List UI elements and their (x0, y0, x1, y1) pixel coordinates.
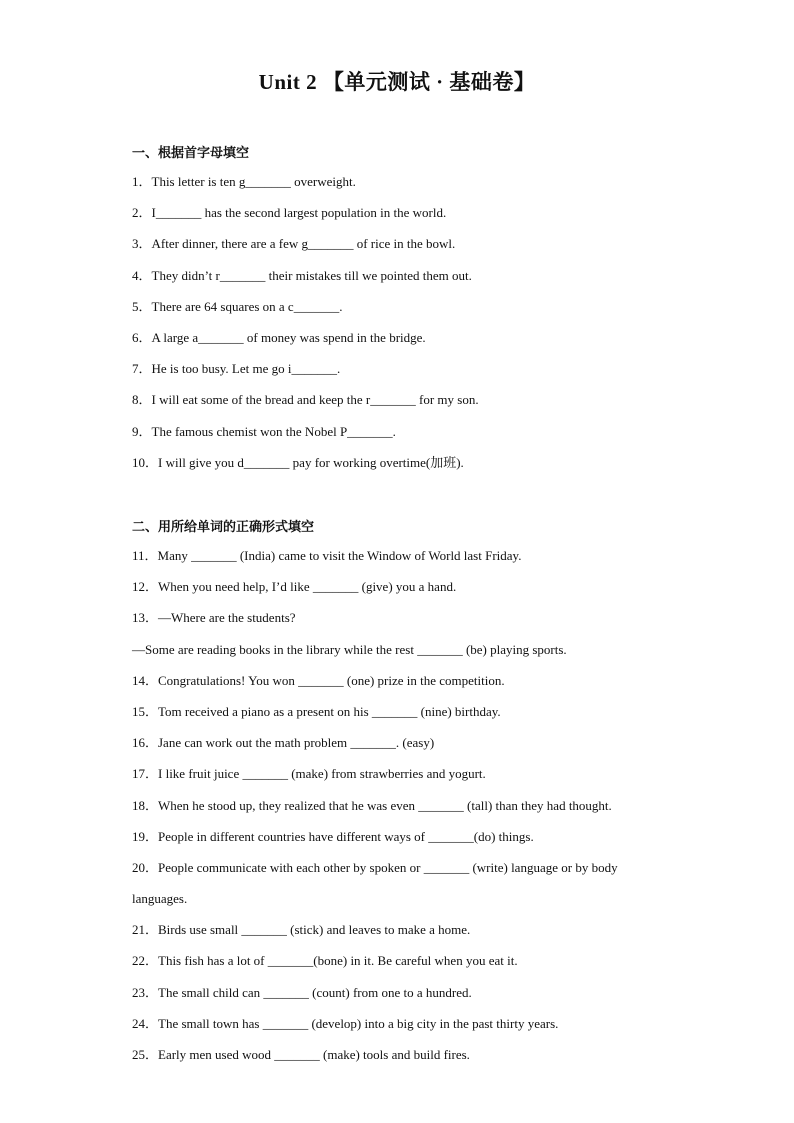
question-item: 21．Birds use small _______ (stick) and leaves to make a home. (132, 922, 471, 938)
section-word-form-fill (132, 514, 692, 1070)
question-item: 18．When he stood up, they realized that he was even _______ (tall) than they had thought. (132, 797, 612, 813)
question-item: —Some are reading books in the library while the rest _______ (be) playing sports. (132, 641, 567, 657)
question-item: 17．I like fruit juice _______ (make) from strawberries and yogurt. (132, 766, 486, 782)
question-item: languages. (132, 891, 188, 907)
page-title: Unit 2 【单元测试 · 基础卷】 (258, 70, 536, 94)
section-heading: 一、根据首字母填空 (132, 145, 250, 160)
section-heading: 二、用所给单词的正确形式填空 (132, 519, 315, 534)
question-item: 8．I will eat some of the bread and keep the r_______ for my son. (132, 392, 479, 408)
question-item: 12．When you need help, I’d like _______ (give) you a hand. (132, 579, 457, 595)
question-item: 7．He is too busy. Let me go i_______. (132, 361, 341, 377)
question-item: 1．This letter is ten g_______ overweight. (132, 174, 356, 189)
question-item: 19．People in different countries have different ways of _______(do) things. (132, 828, 534, 844)
question-item: 2．I_______ has the second largest population in the world. (132, 205, 447, 221)
question-item: 13．—Where are the students? (132, 610, 296, 626)
question-item: 10．I will give you d_______ pay for working overtime(加班). (132, 454, 464, 470)
question-item: 3．After dinner, there are a few g_______ of rice in the bowl. (132, 236, 456, 252)
question-item: 6．A large a_______ of money was spend in the bridge. (132, 329, 426, 345)
question-item: 4．They didn’t r_______ their mistakes till we pointed them out. (132, 267, 472, 283)
question-item: 25．Early men used wood _______ (make) tools and build fires. (132, 1047, 470, 1062)
question-item: 22．This fish has a lot of _______(bone) in it. Be careful when you eat it. (132, 953, 518, 969)
question-item: 14．Congratulations! You won _______ (one) prize in the competition. (132, 672, 505, 688)
question-item: 23．The small child can _______ (count) from one to a hundred. (132, 984, 472, 1000)
question-item: 20．People communicate with each other by spoken or _______ (write) language or by body (132, 859, 618, 875)
question-item: 5．There are 64 squares on a c_______. (132, 298, 343, 314)
question-item: 9．The famous chemist won the Nobel P_______. (132, 423, 396, 439)
question-item: 16．Jane can work out the math problem _______. (easy) (132, 735, 435, 751)
question-item: 11．Many _______ (India) came to visit the Window of World last Friday. (132, 548, 522, 563)
question-item: 15．Tom received a piano as a present on his _______ (nine) birthday. (132, 703, 501, 719)
question-item: 24．The small town has _______ (develop) into a big city in the past thirty years. (132, 1015, 559, 1031)
section-initial-letter-fill (132, 140, 692, 478)
